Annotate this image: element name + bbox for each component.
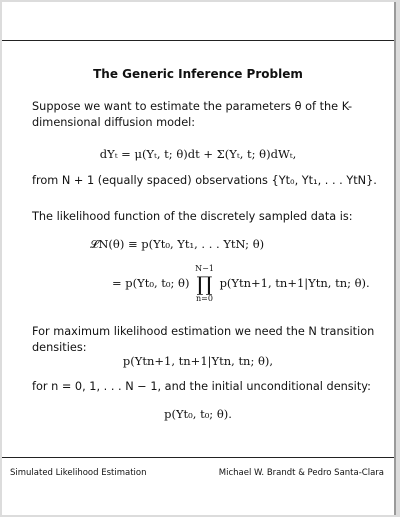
bottom-rule bbox=[2, 457, 394, 458]
slide-title: The Generic Inference Problem bbox=[93, 67, 303, 81]
range-paragraph: for n = 0, 1, . . . N − 1, and the initial unconditional density: bbox=[32, 380, 371, 393]
top-rule bbox=[2, 40, 394, 41]
slide-page bbox=[2, 2, 396, 515]
sde-equation: dYₜ = μ(Yₜ, t; θ)dt + Σ(Yₜ, t; θ)dWₜ, bbox=[99, 147, 297, 161]
mle-paragraph: For maximum likelihood estimation we need the N transition densities: bbox=[32, 325, 375, 354]
transition-density: p(Ytn+1, tn+1|Ytn, tn; θ), bbox=[122, 354, 274, 368]
observations-tail: t₀, Yt₁, . . . YtN}. bbox=[285, 174, 377, 187]
product-lower-limit: n=0 bbox=[196, 294, 213, 303]
intro-paragraph: Suppose we want to estimate the parameters θ of the K-dimensional diffusion model: bbox=[32, 100, 353, 129]
product-operator bbox=[195, 264, 214, 304]
initial-density: p(Yt₀, t₀; θ). bbox=[164, 407, 232, 421]
likelihood-equation-line2 bbox=[112, 264, 370, 304]
product-upper-limit: N−1 bbox=[195, 264, 214, 273]
observations-text: from N + 1 (equally spaced) observations {Y bbox=[32, 174, 286, 187]
likelihood-line2-right: p(Ytn+1, tn+1|Ytn, tn; θ). bbox=[219, 276, 370, 290]
observations-paragraph bbox=[32, 173, 382, 189]
product-symbol: ∏ bbox=[196, 272, 213, 296]
footer-right: Michael W. Brandt & Pedro Santa-Clara bbox=[218, 468, 384, 478]
likelihood-intro: The likelihood function of the discretely sampled data is: bbox=[32, 210, 353, 223]
likelihood-equation-line1: 𝓛N(θ) ≡ p(Yt₀, Yt₁, . . . YtN; θ) bbox=[90, 237, 265, 251]
likelihood-line2-left: = p(Yt₀, t₀; θ) bbox=[112, 276, 190, 290]
footer-left: Simulated Likelihood Estimation bbox=[10, 468, 147, 478]
